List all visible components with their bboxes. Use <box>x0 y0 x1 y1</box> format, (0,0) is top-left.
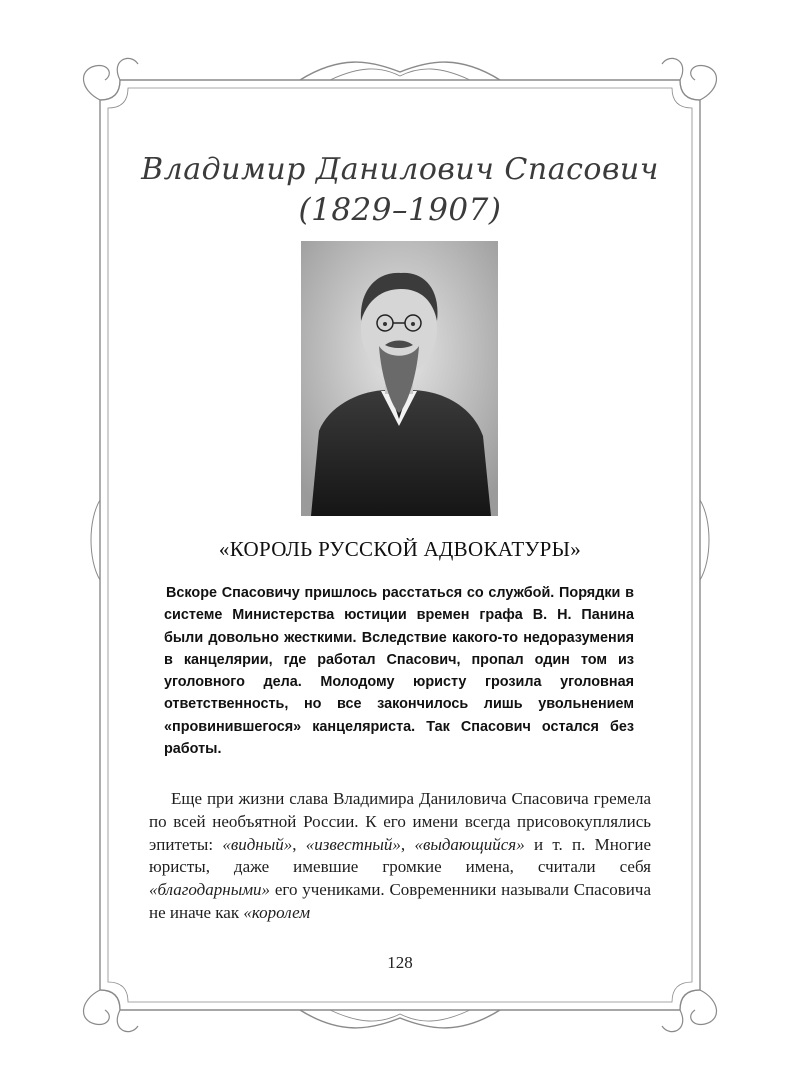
portrait-icon <box>301 241 498 516</box>
person-name-title: Владимир Данилович Спасович <box>141 152 659 187</box>
body-text: Еще при жизни слава Владимира Даниловича Спасовича гремела по всей необъятной России. К его имени всегда присовокуплялись эпитеты: <box>149 789 651 854</box>
page-number: 128 <box>387 953 413 972</box>
epithet-quote: «королем <box>243 902 311 922</box>
body-text: , <box>292 834 306 854</box>
epithet-quote: «благодарными» <box>149 880 271 900</box>
lead-paragraph: Вскоре Спасовичу пришлось расстаться со службой. Порядки в системе Министерства юстиции времен графа В. Н. Панина были довольно жесткими. Вследствие какого-то недоразумения в канцелярии, где работал Спасович, пропал один том из уголовного дела. Молодому юристу грозила уголовная ответственность, но все закончилось лишь увольнением «провинившегося» канцеляриста. Так Спасович остался без работы. <box>164 585 634 758</box>
epithet-quote: «выдающийся» <box>414 834 525 854</box>
life-years-title: (1829–1907) <box>298 192 502 228</box>
epithet-quote: «известный» <box>305 834 401 854</box>
body-text: его учениками. Современники называли Спасовича не иначе как <box>149 880 651 922</box>
body-text: и т. п. Многие юристы, даже имевшие громкие имена, считали себя <box>149 834 651 877</box>
body-text: , <box>400 834 415 854</box>
epithet-quote: «видный» <box>222 834 293 854</box>
portrait-photo <box>301 241 498 516</box>
section-heading: «КОРОЛЬ РУССКОЙ АДВОКАТУРЫ» <box>218 537 582 561</box>
body-paragraph <box>149 788 651 925</box>
